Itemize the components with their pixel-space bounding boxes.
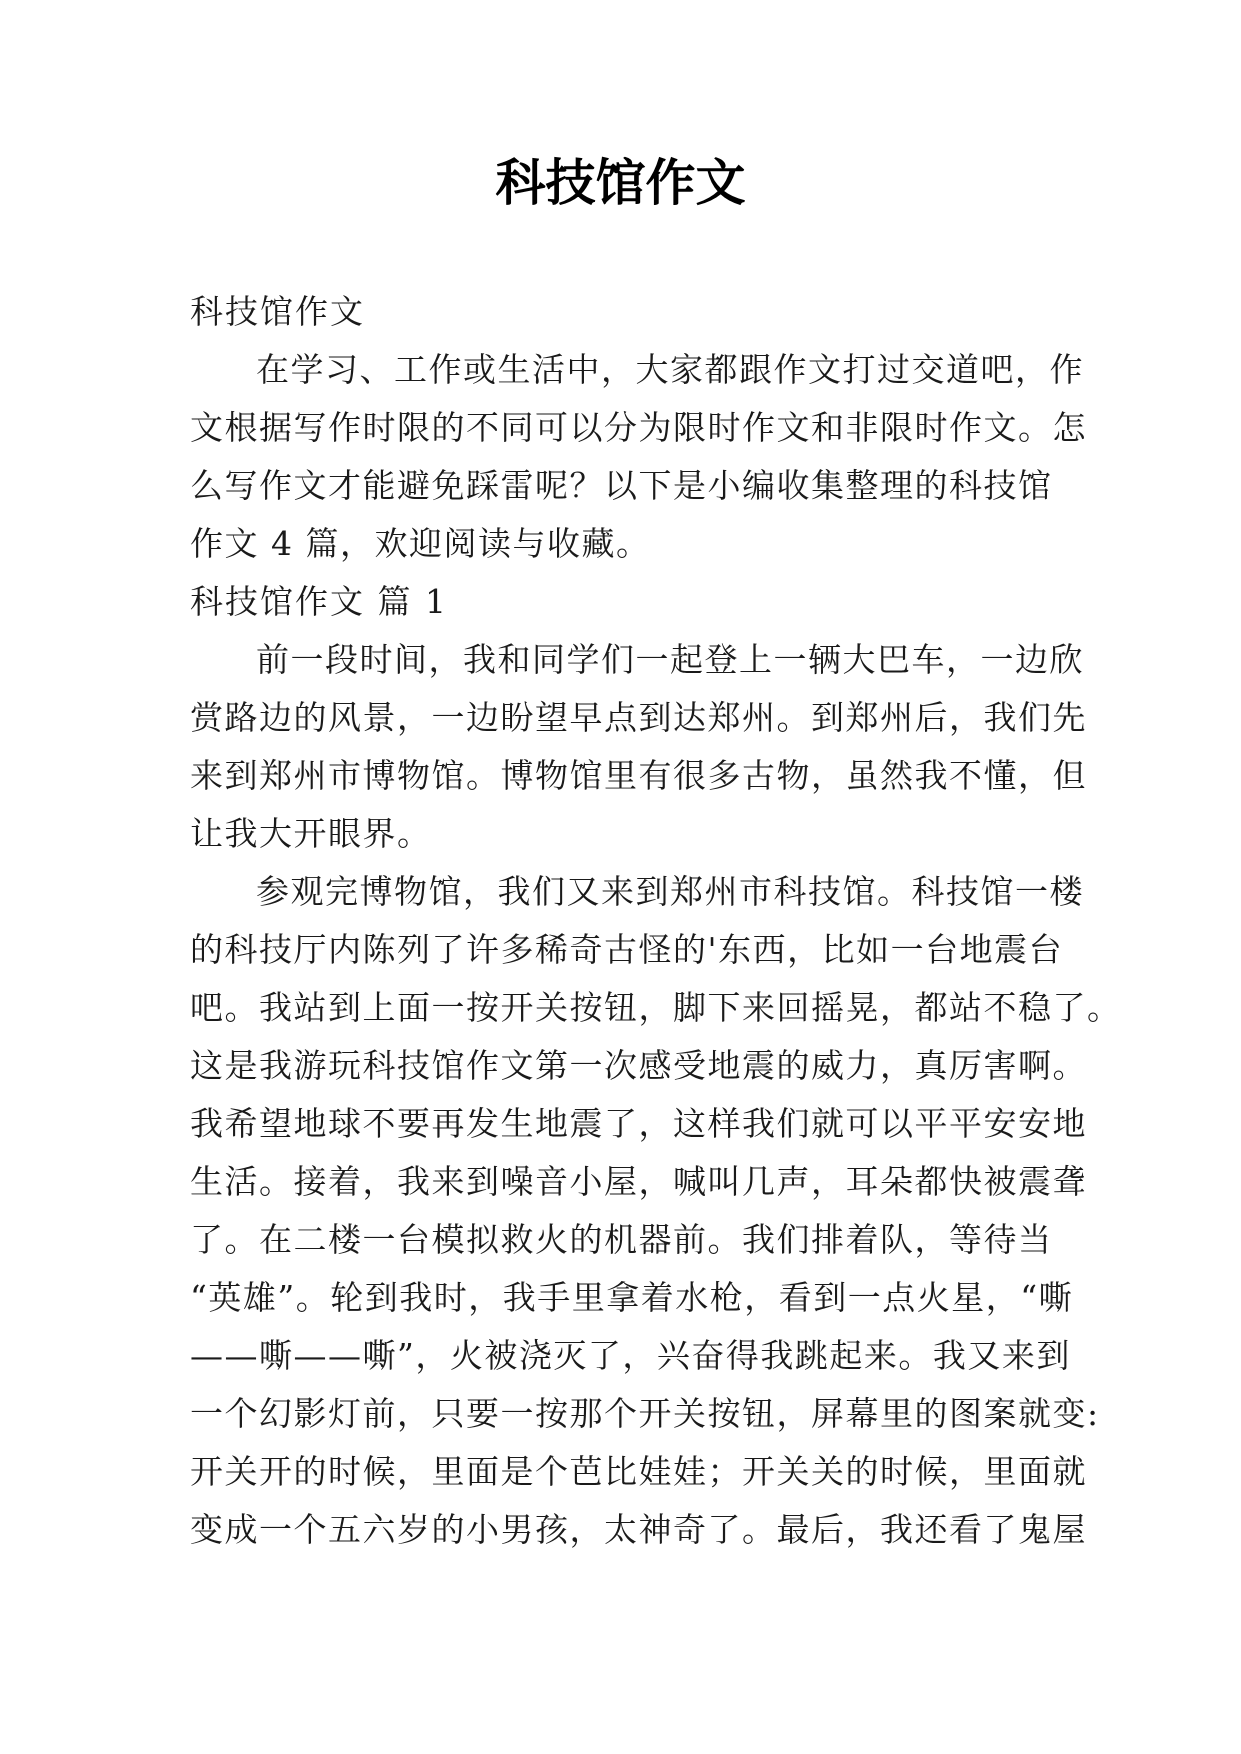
paragraph-line: 一个幻影灯前，只要一按那个开关按钮，屏幕里的图案就变: bbox=[190, 1394, 1100, 1433]
paragraph-line: 了。在二楼一台模拟救火的机器前。我们排着队，等待当 bbox=[190, 1220, 1053, 1259]
paragraph-line: 这是我游玩科技馆作文第一次感受地震的威力，真厉害啊。 bbox=[190, 1046, 1087, 1085]
paragraph-intro-line: 么写作文才能避免踩雷呢？以下是小编收集整理的科技馆 bbox=[190, 466, 1053, 505]
document-body bbox=[190, 283, 1122, 1559]
paragraph-line: 赏路边的风景，一边盼望早点到达郑州。到郑州后，我们先 bbox=[190, 698, 1087, 737]
paragraph-line: 来到郑州市博物馆。博物馆里有很多古物，虽然我不懂，但 bbox=[190, 756, 1087, 795]
paragraph-line: 的科技厅内陈列了许多稀奇古怪的'东西，比如一台地震台 bbox=[190, 930, 1064, 969]
paragraph-line: 前一段时间，我和同学们一起登上一辆大巴车，一边欣 bbox=[256, 640, 1084, 679]
paragraph-line: 变成一个五六岁的小男孩，太神奇了。最后，我还看了鬼屋 bbox=[190, 1510, 1087, 1549]
paragraph-line: 吧。我站到上面一按开关按钮，脚下来回摇晃，都站不稳了。 bbox=[190, 988, 1122, 1027]
paragraph-intro-line: 文根据写作时限的不同可以分为限时作文和非限时作文。怎 bbox=[190, 408, 1087, 447]
document-title: 科技馆作文 bbox=[495, 154, 746, 212]
paragraph-line: 参观完博物馆，我们又来到郑州市科技馆。科技馆一楼 bbox=[256, 872, 1084, 911]
paragraph-line: 开关开的时候，里面是个芭比娃娃；开关关的时候，里面就 bbox=[190, 1452, 1087, 1491]
paragraph-line: ——嘶——嘶”，火被浇灭了，兴奋得我跳起来。我又来到 bbox=[190, 1336, 1071, 1375]
essay-heading: 科技馆作文 bbox=[190, 292, 365, 331]
section-heading: 科技馆作文 篇 1 bbox=[190, 582, 448, 621]
paragraph-line: 我希望地球不要再发生地震了，这样我们就可以平平安安地 bbox=[190, 1104, 1087, 1143]
paragraph-line: 生活。接着，我来到噪音小屋，喊叫几声，耳朵都快被震聋 bbox=[190, 1162, 1087, 1201]
paragraph-intro-line: 作文 4 篇，欢迎阅读与收藏。 bbox=[190, 524, 651, 563]
paragraph-line: 让我大开眼界。 bbox=[190, 814, 432, 853]
paragraph-line: “英雄”。轮到我时，我手里拿着水枪，看到一点火星，“嘶 bbox=[190, 1278, 1074, 1317]
paragraph-intro-line: 在学习、工作或生活中，大家都跟作文打过交道吧，作 bbox=[256, 350, 1084, 389]
